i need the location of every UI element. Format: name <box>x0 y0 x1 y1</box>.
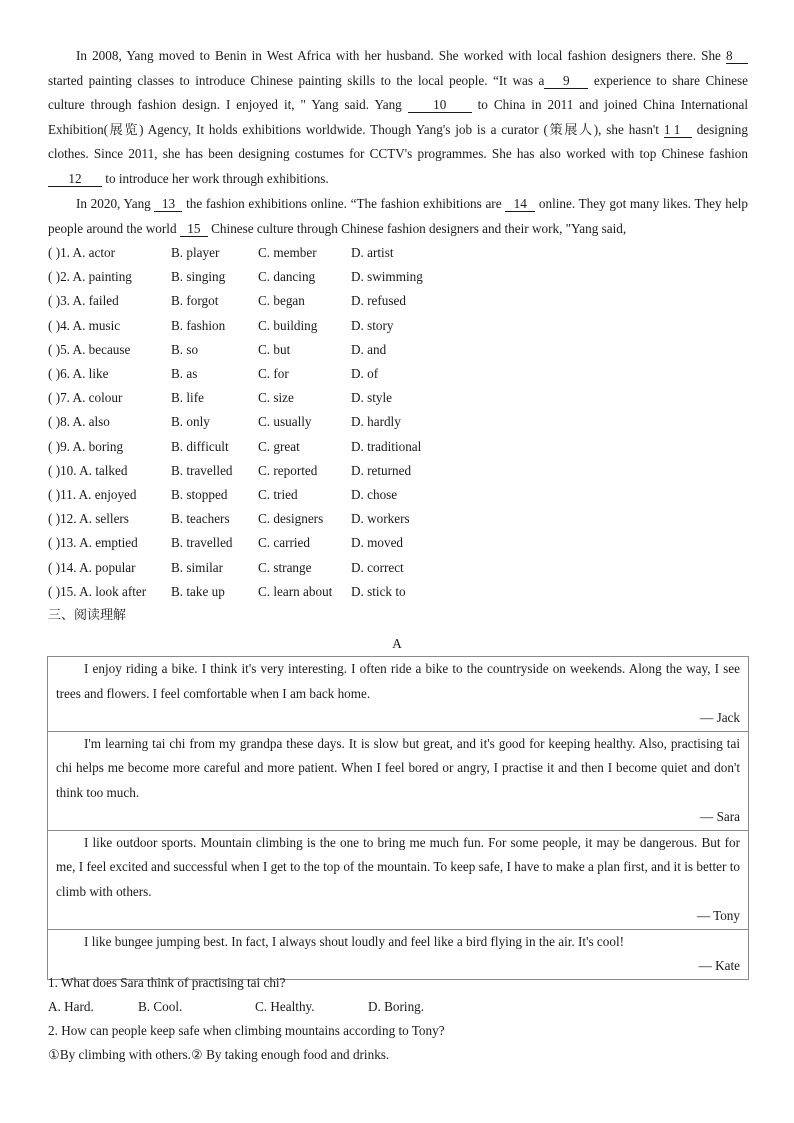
option-number-a: ( )7. A. colour <box>48 390 123 406</box>
option-c: C. for <box>258 366 289 381</box>
question-1: 1. What does Sara think of practising tai chi? <box>48 975 286 990</box>
option-b: B. only <box>171 414 210 430</box>
option-d: D. correct <box>351 559 404 575</box>
option-number-a: ( )9. A. boring <box>48 438 124 454</box>
question-2: 2. How can people keep safe when climbing mountains according to Tony? <box>48 1023 445 1038</box>
option-number-a: ( )14. A. popular <box>48 559 136 575</box>
option-c: C. carried <box>258 535 310 551</box>
cloze-text: started painting classes to introduce Chinese painting skills to the local people. “It was a <box>48 72 545 88</box>
entry-text: I'm learning tai chi from my grandpa these days. It is slow but great, and it's good for keeping healthy. Also, practising tai chi helps me become more careful and more patient. When I feel bored or angry, I practise it and then I become quiet and don't think too much. <box>56 735 740 800</box>
cloze-text: designing clothes. Since 2011, she has been designing costumes for CCTV's programmes. She has also worked with top Chinese fashion <box>48 121 748 161</box>
blank-15: 15 <box>180 221 208 237</box>
cloze-text: In 2008, Yang moved to Benin in West Africa with her husband. She worked with local fashion designers there. She <box>76 48 721 63</box>
option-d: D. artist <box>351 245 394 260</box>
cloze-text: experience to share Chinese culture through fashion design. I enjoyed it, " Yang said. Yang <box>48 72 748 112</box>
section-title: 三、阅读理解 <box>48 608 127 623</box>
option-c: C. building <box>258 317 318 333</box>
option-number-a: ( )12. A. sellers <box>48 511 129 527</box>
passage-label: A <box>392 636 402 651</box>
option-c: C. size <box>258 390 294 406</box>
passage-entry <box>48 731 748 830</box>
option-c: C. strange <box>258 559 312 575</box>
option-d: D. returned <box>351 462 412 478</box>
option-b: B. fashion <box>171 317 226 333</box>
option-d: D. moved <box>351 535 404 551</box>
cloze-text: Chinese culture through Chinese fashion designers and their work, "Yang said, <box>207 220 627 236</box>
entry-author: — Kate <box>698 958 740 973</box>
option-b: B. teachers <box>171 511 230 527</box>
entry-text: I like outdoor sports. Mountain climbing is the one to bring me much fun. For some people, it may be dangerous. But for me, I feel excited and successful when I get to the top of the mountain. To keep safe, I have to make a plan first, and it is better to climb with others. <box>56 834 740 899</box>
option-c: C. reported <box>258 462 318 478</box>
option-b: B. travelled <box>171 462 233 478</box>
option-number-a: ( )11. A. enjoyed <box>48 487 137 502</box>
option-c: C. began <box>258 293 305 309</box>
entry-author: — Sara <box>700 809 740 824</box>
passage-entry <box>48 657 748 731</box>
option-d: D. and <box>351 341 387 357</box>
option-c: C. designers <box>258 511 324 527</box>
option-d: D. style <box>351 390 393 406</box>
option-number-a: ( )4. A. music <box>48 317 121 333</box>
option-c: C. Healthy. <box>255 999 315 1014</box>
option-c: C. but <box>258 341 291 357</box>
option-d: D. hardly <box>351 414 401 430</box>
cloze-text: online. They got many likes. They help people around the world <box>48 196 748 236</box>
option-d: D. chose <box>351 487 398 502</box>
option-a: A. Hard. <box>48 999 94 1014</box>
option-b: B. so <box>171 341 199 357</box>
option-c: C. tried <box>258 487 298 502</box>
option-b: B. as <box>171 366 198 381</box>
cloze-paragraph-1 <box>48 44 748 191</box>
option-number-a: ( )8. A. also <box>48 414 110 430</box>
cloze-text: to introduce her work through exhibitions. <box>102 170 329 186</box>
blank-12: 12 <box>48 171 102 187</box>
option-c: C. dancing <box>258 269 316 285</box>
passage-table <box>47 656 749 980</box>
option-d: D. story <box>351 317 394 333</box>
blank-13: 13 <box>154 196 182 212</box>
option-number-a: ( )2. A. painting <box>48 269 132 285</box>
blank-8: 8 <box>726 48 748 64</box>
question-1-options <box>48 995 748 1019</box>
cloze-paragraph-2 <box>48 192 748 241</box>
option-d: D. Boring. <box>368 999 425 1014</box>
cloze-text: to China in 2011 and joined China International Exhibition(展览) Agency, It holds exhibitions worldwide. Though Yang's job is a curator (策展人), she hasn't <box>48 97 748 137</box>
option-number-a: ( )15. A. look after <box>48 583 147 599</box>
option-b: B. forgot <box>171 293 219 309</box>
blank-14: 14 <box>505 196 535 212</box>
option-d: D. swimming <box>351 269 423 285</box>
option-b: B. singing <box>171 269 226 285</box>
blank-11: 1 1 <box>664 122 692 138</box>
option-c: C. member <box>258 245 317 260</box>
cloze-text: In 2020, Yang <box>76 196 155 211</box>
option-b: B. similar <box>171 559 224 575</box>
option-number-a: ( )6. A. like <box>48 366 109 381</box>
option-b: B. Cool. <box>138 999 183 1014</box>
option-number-a: ( )10. A. talked <box>48 462 128 478</box>
option-number-a: ( )5. A. because <box>48 341 131 357</box>
entry-text: I enjoy riding a bike. I think it's very interesting. I often ride a bike to the countryside on weekends. Along the way, I see trees and flowers. I feel comfortable when I am back home. <box>56 661 740 701</box>
option-number-a: ( )1. A. actor <box>48 245 116 260</box>
option-b: B. travelled <box>171 535 233 551</box>
option-b: B. stopped <box>171 487 228 502</box>
blank-9: 9 <box>544 73 588 89</box>
option-c: C. learn about <box>258 583 333 599</box>
option-c: C. great <box>258 438 300 454</box>
option-d: D. workers <box>351 511 410 527</box>
cloze-text: the fashion exhibitions online. “The fashion exhibitions are <box>182 196 506 211</box>
entry-text: I like bungee jumping best. In fact, I always shout loudly and feel like a bird flying in the air. It's cool! <box>84 933 624 949</box>
option-b: B. take up <box>171 583 225 599</box>
entry-author: — Jack <box>700 710 740 725</box>
option-c: C. usually <box>258 414 312 430</box>
blank-10: 10 <box>408 97 472 113</box>
passage-entry <box>48 830 748 929</box>
option-b: B. player <box>171 245 220 260</box>
option-b: B. difficult <box>171 438 229 454</box>
option-d: D. traditional <box>351 438 422 454</box>
question-2-options: ①By climbing with others.② By taking enough food and drinks. <box>48 1047 390 1062</box>
entry-author: — Tony <box>696 908 740 923</box>
option-d: D. stick to <box>351 583 406 599</box>
option-number-a: ( )13. A. emptied <box>48 535 138 551</box>
option-d: D. of <box>351 366 379 381</box>
option-d: D. refused <box>351 293 406 309</box>
option-number-a: ( )3. A. failed <box>48 293 119 309</box>
option-b: B. life <box>171 390 204 406</box>
